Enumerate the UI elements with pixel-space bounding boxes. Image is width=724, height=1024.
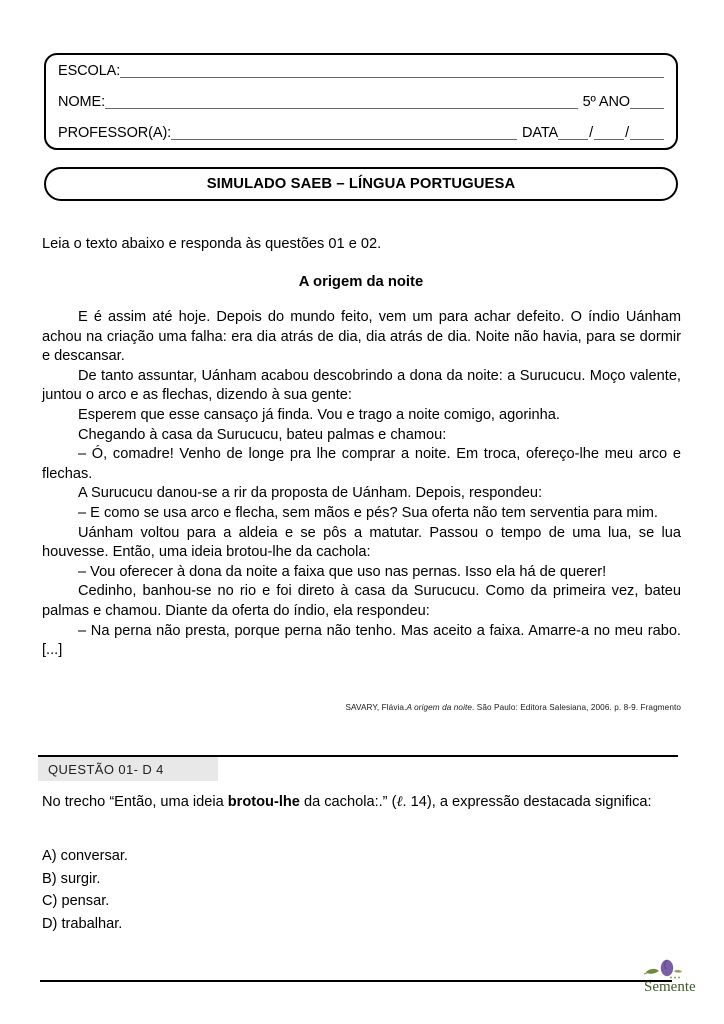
exam-title: SIMULADO SAEB – LÍNGUA PORTUGUESA: [206, 176, 516, 192]
teacher-input-line[interactable]: [171, 126, 517, 140]
logo-wordmark: Semente: [644, 979, 696, 995]
school-row: [58, 64, 664, 95]
story-paragraph: A Surucucu danou-se a rir da proposta de Uánham. Depois, respondeu:: [78, 485, 543, 502]
story-paragraph: Esperem que esse cansaço já finda. Vou e trago a noite comigo, agorinha.: [78, 406, 560, 423]
story-title: A origem da noite: [298, 274, 424, 290]
school-input-line[interactable]: [120, 64, 664, 78]
answer-option-a[interactable]: A) conversar.: [42, 848, 128, 864]
story-paragraph: – Ó, comadre! Venho de longe pra lhe comprar a noite. Em troca, ofereço-lhe meu arco e flechas.: [42, 446, 681, 482]
footer-divider: [40, 980, 672, 982]
date-month-line[interactable]: [594, 126, 624, 140]
story-paragraph: Chegando à casa da Surucucu, bateu palmas e chamou:: [78, 426, 447, 443]
citation-author: SAVARY, Flávia.: [345, 703, 407, 712]
date-separator-1: /: [589, 125, 594, 141]
question-statement-before: No trecho “Então, uma ideia: [42, 794, 228, 810]
date-separator-2: /: [625, 125, 629, 141]
story-paragraph: Uánham voltou para a aldeia e se pôs a matutar. Passou o tempo de uma lua, se lua houvesse. Então, uma ideia brotou-lhe da cachola:: [42, 524, 681, 561]
story-body: [42, 308, 681, 661]
question-badge-label: QUESTÃO 01- D 4: [48, 761, 164, 777]
reading-instruction: Leia o texto abaixo e responda às questões 01 e 02.: [42, 236, 382, 252]
question-statement-reference: . 14), a expressão destacada significa:: [402, 794, 652, 810]
question-statement-middle: da cachola:.” (: [299, 794, 397, 810]
answer-options: [42, 845, 442, 935]
name-row: [58, 95, 664, 126]
question-badge: [38, 757, 218, 781]
story-paragraph: – Na perna não presta, porque perna não tenho. Mas aceito a faixa. Amarre-a no meu rabo.[...]: [42, 622, 681, 659]
story-paragraph: – E como se usa arco e flecha, sem mãos e pés? Sua oferta não tem serventia para mim.: [78, 504, 658, 521]
answer-option-b[interactable]: B) surgir.: [42, 870, 101, 887]
name-input-line[interactable]: [105, 95, 578, 109]
story-paragraph: – Vou oferecer à dona da noite a faixa que uso nas pernas. Isso ela há de querer!: [78, 563, 607, 580]
citation-work-title: A origem da noite: [406, 703, 473, 712]
date-year-line[interactable]: [630, 126, 664, 140]
answer-option-d[interactable]: D) trabalhar.: [42, 915, 123, 932]
grade-input-line[interactable]: [630, 95, 664, 109]
story-paragraph: E é assim até hoje. Depois do mundo feito, vem um para achar defeito. O índio Uánham achou na criação uma falha: era dia atrás de dia, dia atrás de dia. Noite não havia, para se dormir e descansar.: [42, 309, 681, 365]
teacher-label: PROFESSOR(A):: [58, 125, 172, 141]
teacher-row: [58, 126, 664, 157]
exam-title-box: [44, 167, 678, 201]
student-identification-box: [44, 53, 678, 150]
name-label: NOME:: [58, 94, 106, 110]
date-day-line[interactable]: [558, 126, 588, 140]
question-statement: [42, 792, 679, 812]
answer-option-c[interactable]: C) pensar.: [42, 893, 110, 909]
grade-label: 5º ANO: [582, 94, 630, 110]
story-paragraph: De tanto assuntar, Uánham acabou descobrindo a dona da noite: a Surucucu. Moço valente, juntou o arco e as flechas, dizendo à sua gente:: [42, 367, 681, 404]
source-citation: [42, 703, 681, 712]
semente-logo: [640, 958, 706, 1000]
story-paragraph: Cedinho, banhou-se no rio e foi direto à casa da Surucucu. Como da primeira vez, bateu palmas e chamou. Diante da oferta do índio, ela respondeu:: [42, 583, 681, 619]
school-label: ESCOLA:: [58, 63, 121, 79]
line-reference-symbol: ℓ: [396, 794, 403, 810]
citation-publication: . São Paulo: Editora Salesiana, 2006. p. 8-9. Fragmento: [472, 703, 681, 712]
date-label: DATA: [522, 125, 559, 141]
seed-icon: [661, 960, 673, 976]
question-highlighted-expression: brotou-lhe: [227, 794, 300, 810]
